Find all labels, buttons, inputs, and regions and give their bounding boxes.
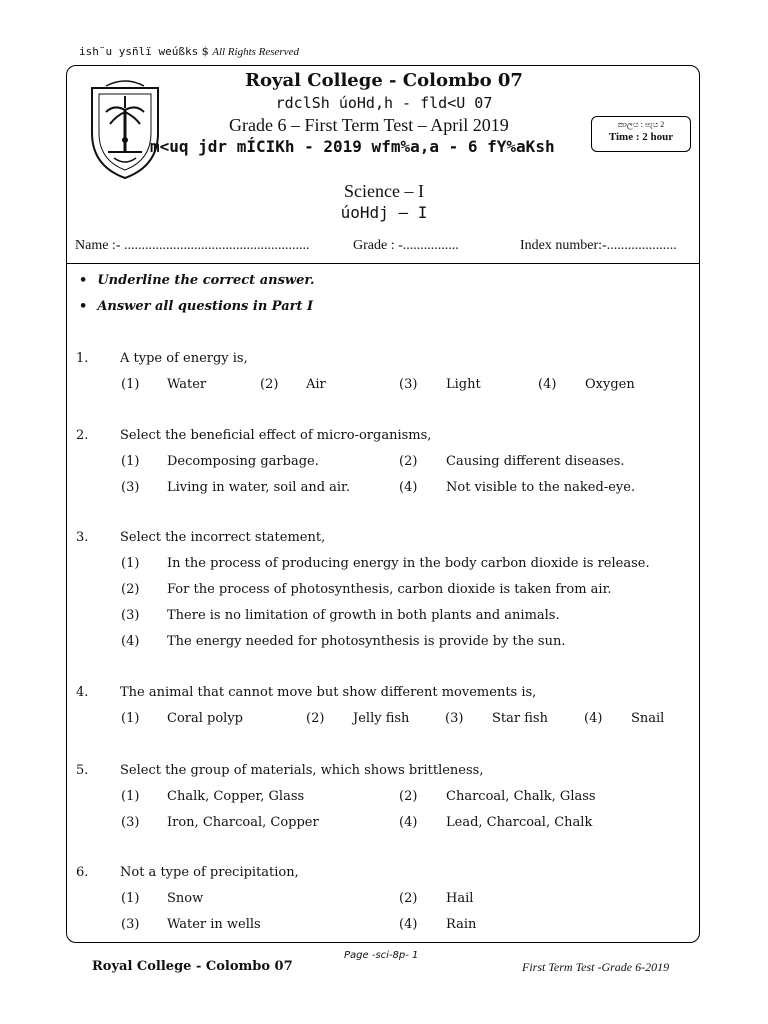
school-name: Royal College - Colombo 07 [245,70,523,91]
question-text: The animal that cannot move but show different movements is, [120,685,537,700]
option-number: (1) [121,556,140,571]
option-number: (3) [121,480,140,495]
option-text[interactable]: There is no limitation of growth in both plants and animals. [167,608,560,623]
option-number: (1) [121,891,140,906]
option-number: (3) [121,917,140,932]
option-number: (3) [399,377,418,392]
question-number: 4. [76,685,89,700]
option-text[interactable]: Star fish [492,711,548,726]
question-text: A type of energy is, [120,351,248,366]
option-number: (4) [399,815,418,830]
option-text[interactable]: Air [306,377,326,392]
option-text[interactable]: Rain [446,917,477,932]
subject-title-sinhala: úoHdj – I [340,203,428,222]
question-number: 2. [76,428,89,443]
option-text[interactable]: Living in water, soil and air. [167,480,350,495]
subject-title: Science – I [344,181,424,201]
time-box [591,116,691,152]
option-number: (4) [399,917,418,932]
option-number: (2) [399,891,418,906]
option-number: (3) [121,815,140,830]
footer-school-name: Royal College - Colombo 07 [92,959,293,974]
option-number: (4) [538,377,557,392]
question-text: Not a type of precipitation, [120,865,299,880]
option-text[interactable]: Snail [631,711,665,726]
copyright-english: All Rights Reserved [212,46,299,58]
school-name-sinhala: rdclSh úoHd,h - fld<U 07 [275,94,493,112]
option-text[interactable]: Oxygen [585,377,635,392]
option-number: (2) [399,789,418,804]
option-text[interactable]: Not visible to the naked-eye. [446,480,636,495]
option-text[interactable]: Water in wells [167,917,261,932]
time-duration: Time : 2 hour [608,131,674,143]
copyright-symbol: $ [201,45,209,58]
copyright-note [79,45,299,59]
copyright-sinhala: ish¨u ysñlï weúßks [79,45,199,58]
option-number: (1) [121,454,140,469]
option-number: (4) [121,634,140,649]
option-text[interactable]: Coral polyp [167,711,244,726]
option-number: (3) [445,711,464,726]
header-divider [67,263,699,264]
option-number: (2) [121,582,140,597]
option-text[interactable]: Charcoal, Chalk, Glass [446,789,596,804]
question-text: Select the incorrect statement, [120,530,326,545]
question-text: Select the group of materials, which shows brittleness, [120,763,484,778]
option-number: (1) [121,377,140,392]
question-number: 1. [76,351,89,366]
option-text[interactable]: Jelly fish [353,711,410,726]
instruction-item: • Answer all questions in Part I [79,299,314,314]
option-number: (2) [399,454,418,469]
option-text[interactable]: Decomposing garbage. [167,454,319,469]
option-number: (2) [306,711,325,726]
question-text: Select the beneficial effect of micro-organisms, [120,428,432,443]
option-text[interactable]: In the process of producing energy in the body carbon dioxide is release. [167,556,650,571]
time-sinhala: කාලය : පැය 2 [617,120,665,129]
option-text[interactable]: Chalk, Copper, Glass [167,789,305,804]
option-number: (3) [121,608,140,623]
option-text[interactable]: Hail [446,891,474,906]
option-number: (4) [399,480,418,495]
bullet-icon: • [79,299,88,314]
option-text[interactable]: Causing different diseases. [446,454,625,469]
question-number: 5. [76,763,89,778]
index-number-field[interactable]: Index number:-.................... [520,238,677,253]
option-number: (4) [584,711,603,726]
footer-page-number: Page -sci-8p- 1 [344,950,419,961]
option-text[interactable]: The energy needed for photosynthesis is provide by the sun. [167,634,566,649]
option-number: (2) [260,377,279,392]
option-number: (1) [121,789,140,804]
instruction-item: • Underline the correct answer. [79,273,315,288]
name-field[interactable]: Name :- ..................................................... [75,238,310,253]
grade-field[interactable]: Grade : -................ [353,238,459,253]
option-number: (1) [121,711,140,726]
question-number: 6. [76,865,89,880]
question-number: 3. [76,530,89,545]
test-title-sinhala: m<uq jdr mÍCIKh - 2019 wfm%a,a - 6 fY%aKsh [150,137,555,156]
option-text[interactable]: For the process of photosynthesis, carbon dioxide is taken from air. [167,582,612,597]
option-text[interactable]: Water [167,377,207,392]
test-title: Grade 6 – First Term Test – April 2019 [229,115,509,135]
option-text[interactable]: Light [446,377,481,392]
bullet-icon: • [79,273,88,288]
footer-test-name: First Term Test -Grade 6-2019 [522,960,670,974]
option-text[interactable]: Lead, Charcoal, Chalk [446,815,593,830]
option-text[interactable]: Snow [167,891,204,906]
option-text[interactable]: Iron, Charcoal, Copper [167,815,319,830]
